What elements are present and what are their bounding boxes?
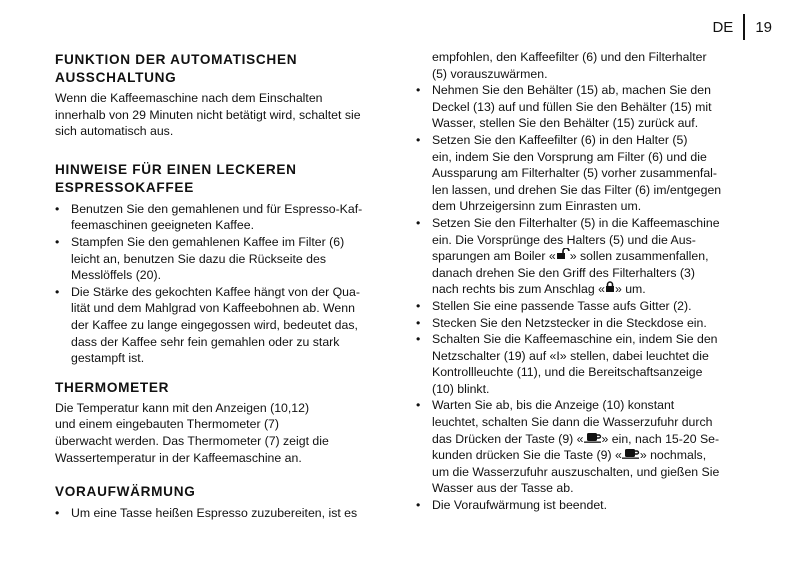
list-item: • Warten Sie ab, bis die Anzeige (10) konstant leuchtet, schalten Sie dann die Wasserzufuhr durch das Drücken der Taste (9) « » ein, nach 15-20 Se- kunden drücken Sie die Taste (9) « » nochmals, um die Wasserzufuhr auszuschalten, und gießen Sie Wasser aus der Tasse ab. (416, 397, 761, 497)
cup-icon (622, 447, 640, 464)
list-item: • Stecken Sie den Netzstecker in die Steckdose ein. (416, 315, 761, 332)
list-item: • Benutzen Sie den gemahlenen und für Espresso-Kaf- feemaschinen geeigneten Kaffee. (55, 201, 390, 234)
list-item: • Nehmen Sie den Behälter (15) ab, machen Sie den Deckel (13) auf und füllen Sie den Behälter (15) mit Wasser, stellen Sie den Behälter (15) zurück auf. (416, 82, 761, 132)
left-column (55, 0, 390, 522)
list-item: • Stampfen Sie den gemahlenen Kaffee im Filter (6) leicht an, benutzen Sie dazu die Rückseite des Messlöffels (20). (55, 234, 390, 284)
heading-thermometer: THERMOMETER (55, 379, 170, 395)
heading-preheating: VORAUFWÄRMUNG (55, 484, 196, 500)
espresso-tips-list (55, 201, 390, 367)
page-number: 19 (755, 18, 772, 36)
list-item: • Stellen Sie eine passende Tasse aufs Gitter (2). (416, 298, 761, 315)
preheating-list (55, 505, 390, 522)
heading-auto-off: FUNKTION DER AUTOMATISCHEN AUSSCHALTUNG (55, 52, 298, 85)
auto-off-text: Wenn die Kaffeemaschine nach dem Einschalten innerhalb von 29 Minuten nicht betätigt wird, schaltet sie sich automatisch aus. (55, 91, 361, 139)
list-item: • Um eine Tasse heißen Espresso zuzubereiten, ist es (55, 505, 390, 522)
list-item: • Setzen Sie den Filterhalter (5) in die Kaffeemaschine ein. Die Vorsprünge des Halters (5) und die Aus- sparungen am Boiler « » sollen zusammenfallen, danach drehen Sie den Griff des Filterhalters (3) nach rechts bis zum Anschlag « » um. (416, 215, 761, 298)
list-item: • Die Voraufwärmung ist beendet. (416, 497, 761, 514)
lock-icon (605, 281, 615, 298)
instructions-list (416, 82, 761, 513)
thermometer-text: Die Temperatur kann mit den Anzeigen (10,12) und einem eingebauten Thermometer (7) überwacht werden. Das Thermometer (7) zeigt die Wassertemperatur in der Kaffeemaschine an. (55, 400, 329, 465)
heading-espresso-tips: HINWEISE FÜR EINEN LECKEREN ESPRESSOKAFFEE (55, 161, 297, 195)
list-item-continued: empfohlen, den Kaffeefilter (6) und den Filterhalter (5) vorauszuwärmen. (432, 50, 707, 81)
list-item: • Die Stärke des gekochten Kaffee hängt von der Qua- lität und dem Mahlgrad von Kaffeebohnen ab. Wenn der Kaffee zu lange eingegossen wird, bedeutet das, dass der Kaffee sehr fein gemahlen oder zu stark gestampft ist. (55, 284, 390, 367)
list-item: • Schalten Sie die Kaffeemaschine ein, indem Sie den Netzschalter (19) auf «I» stellen, dabei leuchtet die Kontrollleuchte (11), und die Bereitschaftsanzeige (10) blinkt. (416, 331, 761, 397)
cup-icon (584, 431, 602, 448)
right-column (416, 0, 761, 514)
unlock-icon (556, 248, 570, 265)
list-item: • Setzen Sie den Kaffeefilter (6) in den Halter (5) ein, indem Sie den Vorsprung am Filter (6) und die Aussparung am Filterhalter (5) vorher zusammenfal- len lassen, und drehen Sie das Filter (6) im/entgegen dem Uhrzeigersinn zum Einrasten um. (416, 132, 761, 215)
language-code: DE (712, 18, 734, 36)
